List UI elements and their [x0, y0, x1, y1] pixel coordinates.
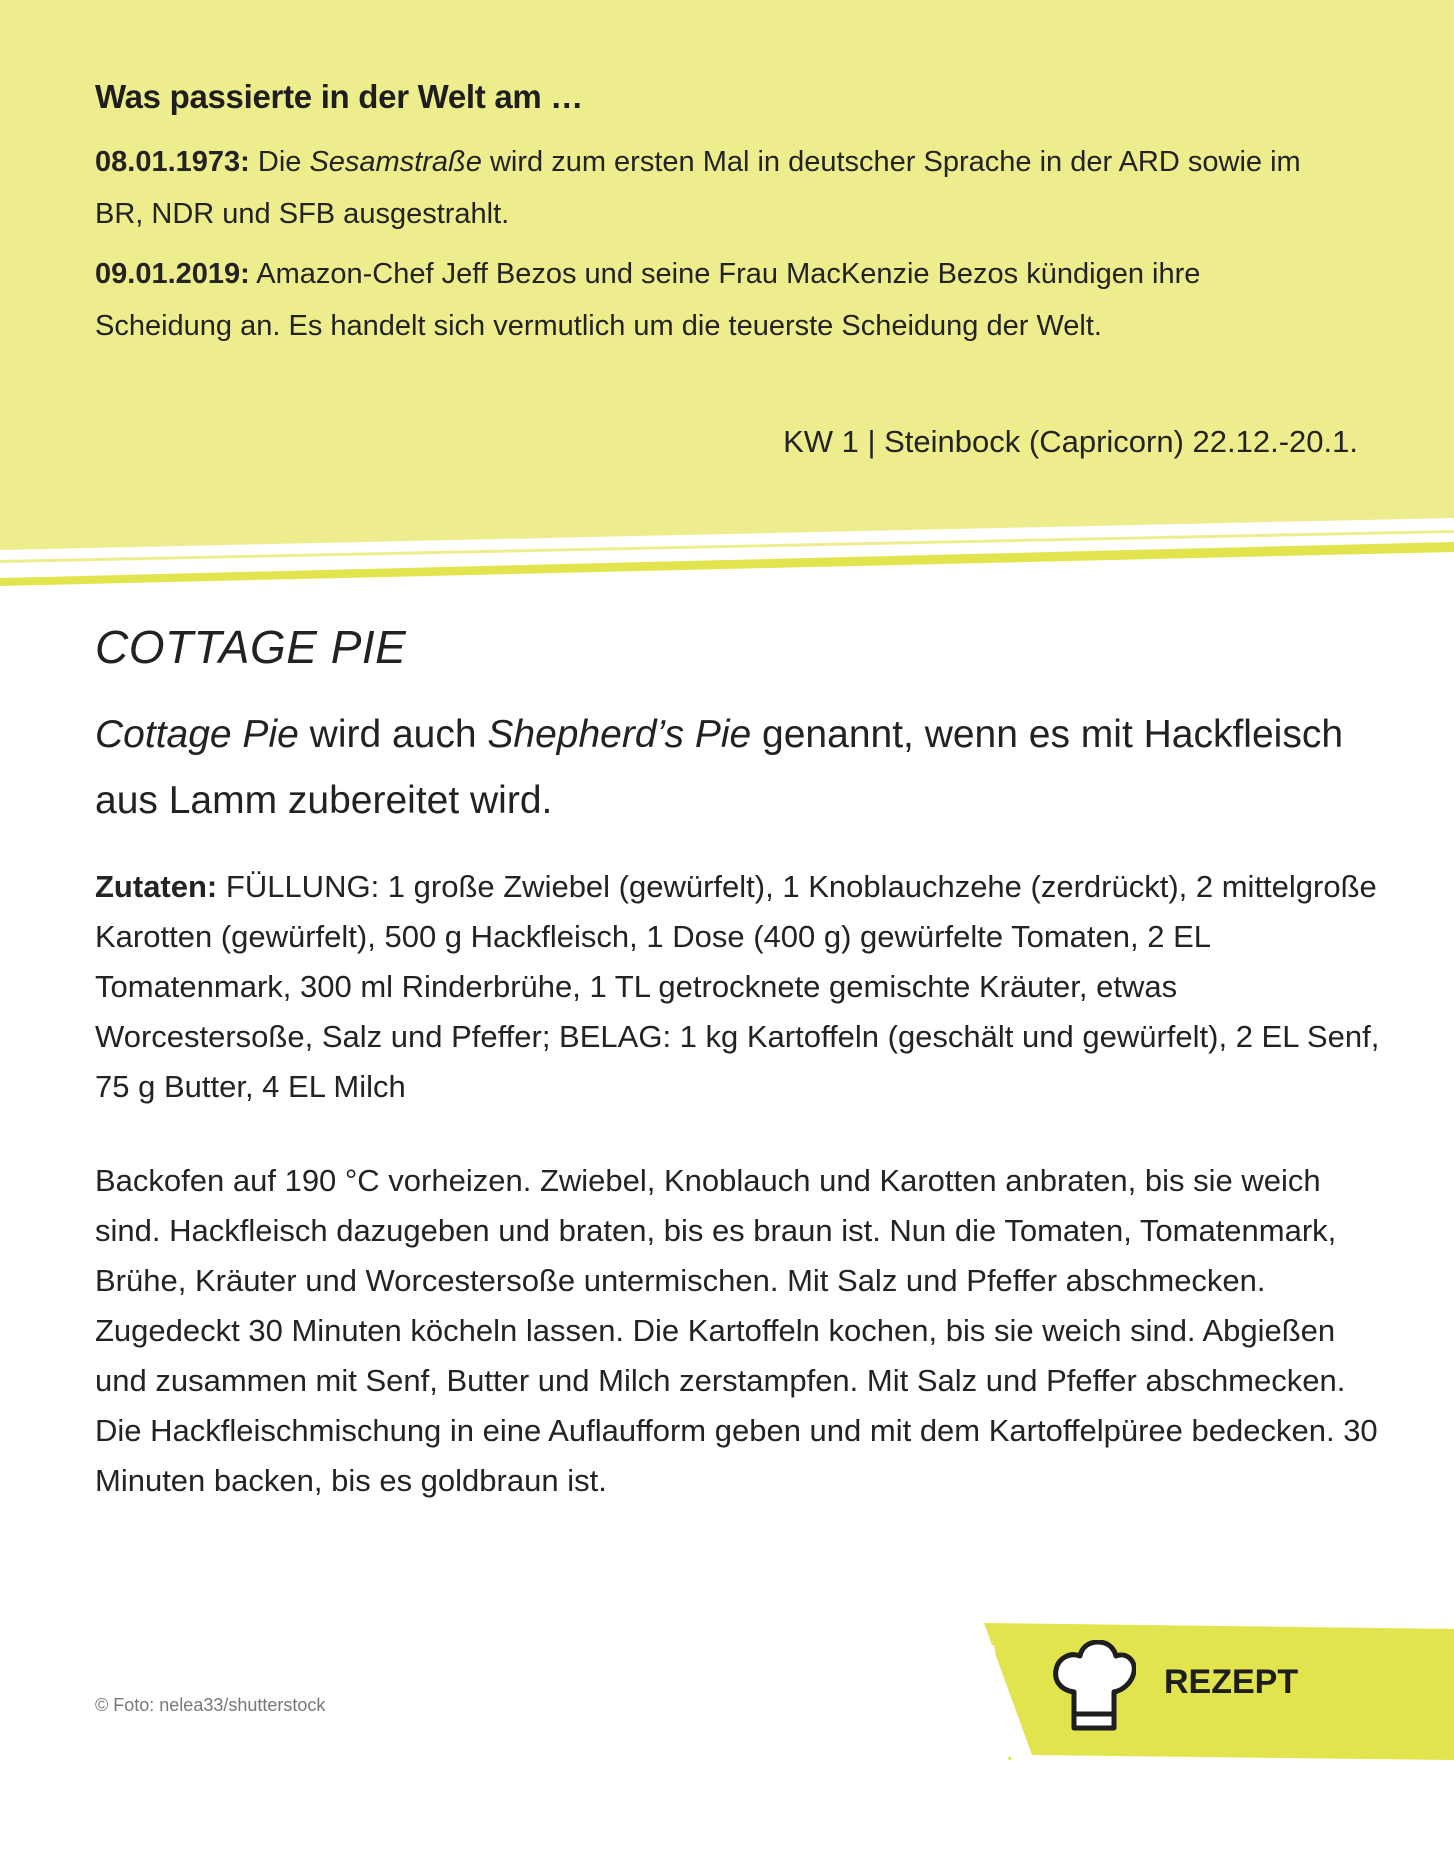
recipe-intro — [95, 702, 1375, 834]
divider-stripe — [0, 542, 1454, 586]
header-heading: Was passierte in der Welt am … — [95, 78, 583, 115]
week-info: KW 1 | Steinbock (Capricorn) 22.12.-20.1. — [783, 424, 1358, 459]
history-event-1 — [95, 136, 1345, 240]
event-date: 09.01.2019: — [95, 258, 250, 290]
badge-label: REZEPT — [1164, 1663, 1299, 1701]
diagonal-divider — [0, 500, 1454, 590]
chef-hat-icon — [1052, 1640, 1136, 1732]
intro-text: wird auch — [298, 713, 488, 756]
event-text: Die — [249, 146, 310, 178]
intro-italic: Shepherd’s Pie — [487, 713, 752, 756]
intro-text: genannt, wenn es mit Hackfleisch aus Lamm zubereitet wird. — [95, 713, 1344, 822]
intro-italic: Cottage Pie — [95, 713, 299, 756]
divider-wedge — [0, 500, 1454, 550]
event-italic-title: Sesamstraße — [309, 146, 482, 178]
event-date: 08.01.1973: — [95, 146, 250, 178]
instructions: Backofen auf 190 °C vorheizen. Zwiebel, Knoblauch und Karotten anbraten, bis sie weich sind. Hackfleisch dazugeben und braten, bis es braun ist. Nun die Tomaten, Tomatenmark, Brühe, Kräuter und Worcestersoße untermischen. Mit Salz und Pfeffer abschmecken. Zugedeckt 30 Minuten köcheln lassen. Die Kartoffeln kochen, bis sie weich sind. Abgießen und zusammen mit Senf, Butter und Milch zerstampfen. Mit Salz und Pfeffer abschmecken. Die Hackfleischmischung in eine Auflaufform geben und mit dem Kartoffelpüree bedecken. 30 Minuten backen, bis es goldbraun ist. — [95, 1163, 1378, 1498]
event-text: wird zum ersten Mal in deutscher Sprache in der ARD sowie im BR, NDR und SFB ausgestrahlt. — [95, 146, 1301, 230]
ingredients-text: FÜLLUNG: 1 große Zwiebel (gewürfelt), 1 Knoblauchzehe (zerdrückt), 2 mittelgroße Karotten (gewürfelt), 500 g Hackfleisch, 1 Dose (400 g) gewürfelte Tomaten, 2 EL Tomatenmark, 300 ml Rinderbrühe, 1 TL getrocknete gemischte Kräuter, etwas Worcestersoße, Salz und Pfeffer; BELAG: 1 kg Kartoffeln (geschält und gewürfelt), 2 EL Senf, 75 g Butter, 4 EL Milch — [95, 869, 1380, 1104]
ingredients — [95, 862, 1385, 1112]
history-event-2 — [95, 248, 1345, 352]
event-text: Amazon-Chef Jeff Bezos und seine Frau MacKenzie Bezos kündigen ihre Scheidung an. Es handelt sich vermutlich um die teuerste Scheidung der Welt. — [95, 258, 1201, 342]
recipe-title: COTTAGE PIE — [95, 621, 407, 673]
ingredients-label: Zutaten: — [95, 869, 218, 904]
photo-credit: © Foto: nelea33/shutterstock — [95, 1695, 326, 1715]
